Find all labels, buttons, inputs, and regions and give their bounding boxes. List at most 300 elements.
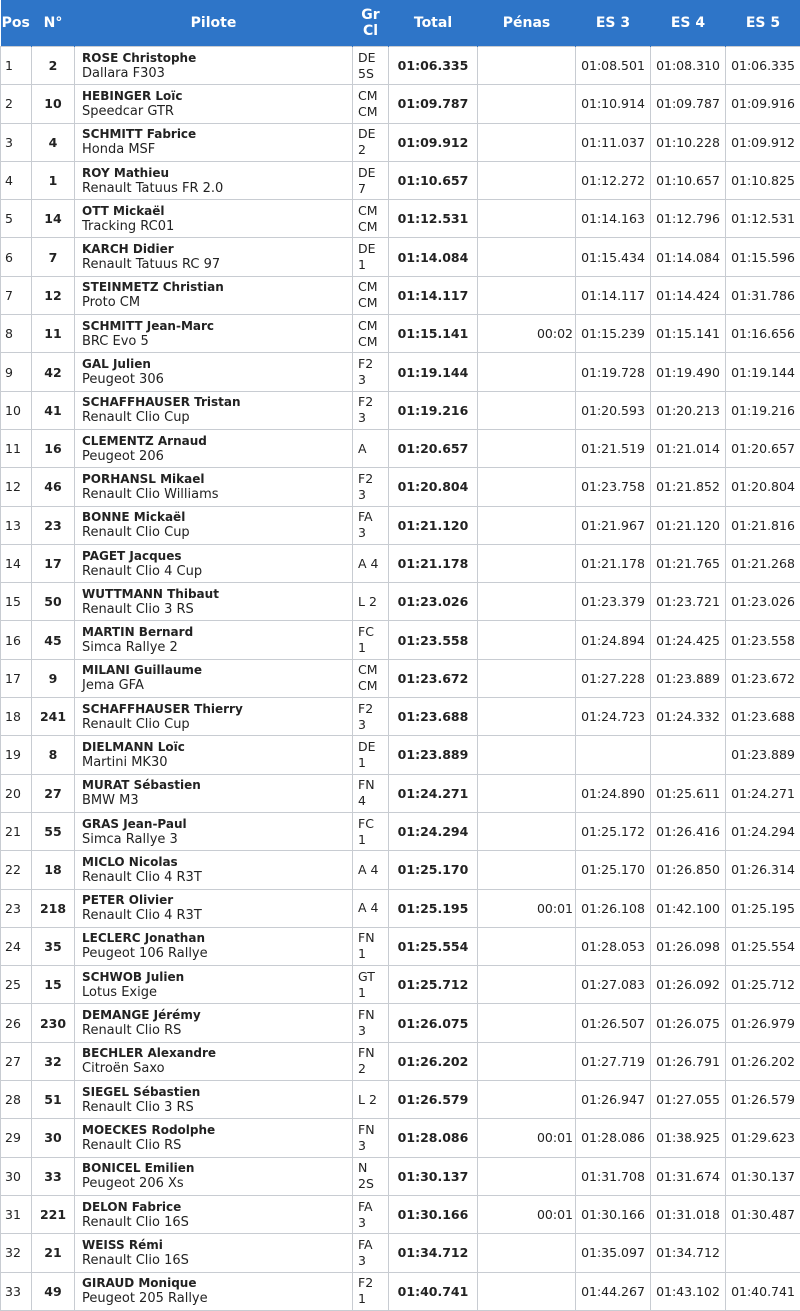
car-number-value: 241 bbox=[40, 709, 66, 724]
cell-group-class bbox=[353, 276, 389, 314]
group-value: F2 bbox=[358, 356, 373, 371]
cell-car-number bbox=[32, 774, 75, 812]
cell-pilote bbox=[75, 1195, 353, 1233]
cell-position bbox=[1, 1004, 32, 1042]
es3-time: 01:44.267 bbox=[581, 1284, 645, 1299]
table-row bbox=[1, 1157, 800, 1195]
cell-group-class bbox=[353, 123, 389, 161]
cell-position bbox=[1, 468, 32, 506]
es3-time: 01:27.719 bbox=[581, 1054, 645, 1069]
cell-es4 bbox=[651, 851, 726, 889]
car-number-value: 230 bbox=[40, 1016, 66, 1031]
cell-pilote bbox=[75, 774, 353, 812]
es3-time: 01:08.501 bbox=[581, 58, 645, 73]
total-time: 01:10.657 bbox=[398, 173, 469, 188]
car-model: Renault Clio Williams bbox=[82, 487, 352, 502]
cell-position bbox=[1, 812, 32, 850]
cell-penalty bbox=[478, 1119, 576, 1157]
cell-position bbox=[1, 698, 32, 736]
cell-penalty bbox=[478, 1081, 576, 1119]
cell-car-number bbox=[32, 812, 75, 850]
car-model: Speedcar GTR bbox=[82, 104, 352, 119]
cell-car-number bbox=[32, 161, 75, 199]
cell-es4 bbox=[651, 812, 726, 850]
cell-penalty bbox=[478, 85, 576, 123]
car-number-value: 49 bbox=[44, 1284, 61, 1299]
cell-car-number bbox=[32, 468, 75, 506]
es5-time: 01:23.672 bbox=[731, 671, 795, 686]
car-model: Martini MK30 bbox=[82, 755, 352, 770]
group-value: FN bbox=[358, 930, 375, 945]
driver-name: SCHAFFHAUSER Thierry bbox=[82, 702, 352, 717]
cell-es4 bbox=[651, 353, 726, 391]
es4-time: 01:15.141 bbox=[656, 326, 720, 341]
driver-name: GAL Julien bbox=[82, 357, 352, 372]
cell-car-number bbox=[32, 889, 75, 927]
total-time: 01:23.688 bbox=[398, 709, 469, 724]
car-model: Renault Clio 16S bbox=[82, 1253, 352, 1268]
cell-car-number bbox=[32, 583, 75, 621]
cell-penalty bbox=[478, 621, 576, 659]
group-value: F2 bbox=[358, 701, 373, 716]
cell-penalty bbox=[478, 659, 576, 697]
cell-es5 bbox=[726, 621, 800, 659]
es3-time: 01:35.097 bbox=[581, 1245, 645, 1260]
table-row bbox=[1, 1195, 800, 1233]
class-value: 2 bbox=[358, 1061, 366, 1076]
car-number-value: 33 bbox=[44, 1169, 61, 1184]
table-row bbox=[1, 1234, 800, 1272]
total-time: 01:23.889 bbox=[398, 747, 469, 762]
total-time: 01:25.712 bbox=[398, 977, 469, 992]
cell-pilote bbox=[75, 276, 353, 314]
cell-position bbox=[1, 1195, 32, 1233]
es4-time: 01:14.424 bbox=[656, 288, 720, 303]
position-value: 8 bbox=[5, 326, 13, 341]
cell-position bbox=[1, 1234, 32, 1272]
cell-pilote bbox=[75, 391, 353, 429]
cell-es5 bbox=[726, 391, 800, 429]
group-value: CM bbox=[358, 279, 378, 294]
cell-es5 bbox=[726, 85, 800, 123]
car-number-value: 42 bbox=[44, 365, 61, 380]
cell-pilote bbox=[75, 1157, 353, 1195]
class-value: CM bbox=[358, 295, 378, 310]
es5-time: 01:16.656 bbox=[731, 326, 795, 341]
cell-es3 bbox=[576, 161, 651, 199]
position-value: 22 bbox=[5, 862, 21, 877]
cell-es4 bbox=[651, 1234, 726, 1272]
class-value: 3 bbox=[358, 410, 366, 425]
driver-name: PAGET Jacques bbox=[82, 549, 352, 564]
header-row bbox=[1, 0, 800, 47]
es3-time: 01:26.947 bbox=[581, 1092, 645, 1107]
es4-time: 01:25.611 bbox=[656, 786, 720, 801]
cell-group-class bbox=[353, 736, 389, 774]
driver-name: SCHAFFHAUSER Tristan bbox=[82, 395, 352, 410]
position-value: 20 bbox=[5, 786, 21, 801]
driver-name: GRAS Jean-Paul bbox=[82, 817, 352, 832]
cell-es3 bbox=[576, 851, 651, 889]
es5-time: 01:23.026 bbox=[731, 594, 795, 609]
cell-position bbox=[1, 161, 32, 199]
cell-pilote bbox=[75, 736, 353, 774]
car-number-value: 218 bbox=[40, 901, 66, 916]
cell-es4 bbox=[651, 698, 726, 736]
driver-name: MARTIN Bernard bbox=[82, 625, 352, 640]
cell-penalty bbox=[478, 736, 576, 774]
cell-group-class bbox=[353, 812, 389, 850]
cell-total bbox=[389, 1119, 478, 1157]
car-number-value: 21 bbox=[44, 1245, 61, 1260]
cell-es5 bbox=[726, 659, 800, 697]
cell-es5 bbox=[726, 468, 800, 506]
es3-time: 01:21.178 bbox=[581, 556, 645, 571]
es5-time: 01:26.202 bbox=[731, 1054, 795, 1069]
penalty-value: 00:02 bbox=[537, 326, 573, 341]
cell-es5 bbox=[726, 1272, 800, 1310]
cell-es3 bbox=[576, 544, 651, 582]
position-value: 17 bbox=[5, 671, 21, 686]
group-value: CM bbox=[358, 662, 378, 677]
car-number-value: 51 bbox=[44, 1092, 61, 1107]
position-value: 6 bbox=[5, 250, 13, 265]
class-value: 7 bbox=[358, 181, 366, 196]
group-value: L 2 bbox=[358, 594, 377, 609]
cell-es3 bbox=[576, 1081, 651, 1119]
cell-total bbox=[389, 1042, 478, 1080]
cell-pilote bbox=[75, 583, 353, 621]
es3-time: 01:30.166 bbox=[581, 1207, 645, 1222]
driver-name: DELON Fabrice bbox=[82, 1200, 352, 1215]
class-value: 1 bbox=[358, 640, 366, 655]
cell-car-number bbox=[32, 544, 75, 582]
cell-penalty bbox=[478, 429, 576, 467]
car-number-value: 32 bbox=[44, 1054, 61, 1069]
car-number-value: 221 bbox=[40, 1207, 66, 1222]
cell-es4 bbox=[651, 736, 726, 774]
position-value: 13 bbox=[5, 518, 21, 533]
total-time: 01:21.178 bbox=[398, 556, 469, 571]
total-time: 01:23.672 bbox=[398, 671, 469, 686]
cell-es4 bbox=[651, 238, 726, 276]
table-row bbox=[1, 47, 800, 85]
es3-time: 01:27.228 bbox=[581, 671, 645, 686]
class-value: 1 bbox=[358, 257, 366, 272]
cell-pilote bbox=[75, 506, 353, 544]
cell-es5 bbox=[726, 812, 800, 850]
es4-time: 01:21.852 bbox=[656, 479, 720, 494]
cell-penalty bbox=[478, 966, 576, 1004]
cell-pilote bbox=[75, 353, 353, 391]
cell-group-class bbox=[353, 621, 389, 659]
cell-es4 bbox=[651, 621, 726, 659]
table-row bbox=[1, 85, 800, 123]
cell-position bbox=[1, 123, 32, 161]
cell-total bbox=[389, 621, 478, 659]
es4-time: 01:26.075 bbox=[656, 1016, 720, 1031]
es4-time: 01:12.796 bbox=[656, 211, 720, 226]
cell-group-class bbox=[353, 1195, 389, 1233]
driver-name: LECLERC Jonathan bbox=[82, 931, 352, 946]
cell-car-number bbox=[32, 698, 75, 736]
class-value: 1 bbox=[358, 1291, 366, 1306]
car-model: Simca Rallye 2 bbox=[82, 640, 352, 655]
position-value: 31 bbox=[5, 1207, 21, 1222]
driver-name: BONNE Mickaël bbox=[82, 510, 352, 525]
group-value: FN bbox=[358, 1122, 375, 1137]
cell-position bbox=[1, 1042, 32, 1080]
cell-penalty bbox=[478, 1004, 576, 1042]
cell-pilote bbox=[75, 621, 353, 659]
cell-es4 bbox=[651, 1119, 726, 1157]
class-value: CM bbox=[358, 334, 378, 349]
cell-penalty bbox=[478, 889, 576, 927]
es4-time: 01:26.850 bbox=[656, 862, 720, 877]
cell-total bbox=[389, 276, 478, 314]
position-value: 3 bbox=[5, 135, 13, 150]
cell-es4 bbox=[651, 85, 726, 123]
cell-es3 bbox=[576, 889, 651, 927]
cell-pilote bbox=[75, 1272, 353, 1310]
cell-penalty bbox=[478, 123, 576, 161]
es3-time: 01:25.172 bbox=[581, 824, 645, 839]
car-model: Proto CM bbox=[82, 295, 352, 310]
car-model: Renault Clio 4 R3T bbox=[82, 908, 352, 923]
cell-total bbox=[389, 1081, 478, 1119]
class-value: 3 bbox=[358, 487, 366, 502]
es3-time: 01:27.083 bbox=[581, 977, 645, 992]
cell-group-class bbox=[353, 1234, 389, 1272]
cell-pilote bbox=[75, 47, 353, 85]
cell-es5 bbox=[726, 1195, 800, 1233]
cell-es3 bbox=[576, 200, 651, 238]
cell-es5 bbox=[726, 276, 800, 314]
position-value: 1 bbox=[5, 58, 13, 73]
cell-position bbox=[1, 391, 32, 429]
car-model: Renault Clio 4 R3T bbox=[82, 870, 352, 885]
es5-time: 01:12.531 bbox=[731, 211, 795, 226]
table-row bbox=[1, 276, 800, 314]
cell-es4 bbox=[651, 391, 726, 429]
cell-es4 bbox=[651, 1004, 726, 1042]
cell-total bbox=[389, 889, 478, 927]
class-value: 3 bbox=[358, 372, 366, 387]
driver-name: DEMANGE Jérémy bbox=[82, 1008, 352, 1023]
cell-es3 bbox=[576, 812, 651, 850]
total-time: 01:25.170 bbox=[398, 862, 469, 877]
cell-group-class bbox=[353, 85, 389, 123]
cell-penalty bbox=[478, 276, 576, 314]
driver-name: GIRAUD Monique bbox=[82, 1276, 352, 1291]
cell-position bbox=[1, 238, 32, 276]
cell-car-number bbox=[32, 391, 75, 429]
cell-es5 bbox=[726, 1042, 800, 1080]
position-value: 9 bbox=[5, 365, 13, 380]
driver-name: MURAT Sébastien bbox=[82, 778, 352, 793]
es3-time: 01:21.967 bbox=[581, 518, 645, 533]
cell-pilote bbox=[75, 123, 353, 161]
position-value: 18 bbox=[5, 709, 21, 724]
position-value: 28 bbox=[5, 1092, 21, 1107]
class-value: 3 bbox=[358, 1253, 366, 1268]
cell-penalty bbox=[478, 1234, 576, 1272]
cell-total bbox=[389, 85, 478, 123]
driver-name: OTT Mickaël bbox=[82, 204, 352, 219]
es4-time: 01:23.721 bbox=[656, 594, 720, 609]
es3-time: 01:14.117 bbox=[581, 288, 645, 303]
cell-car-number bbox=[32, 1234, 75, 1272]
cell-es4 bbox=[651, 47, 726, 85]
driver-name: MICLO Nicolas bbox=[82, 855, 352, 870]
cell-pilote bbox=[75, 238, 353, 276]
cell-pilote bbox=[75, 200, 353, 238]
total-time: 01:09.787 bbox=[398, 96, 469, 111]
group-value: FA bbox=[358, 509, 373, 524]
cell-penalty bbox=[478, 315, 576, 353]
driver-name: SCHMITT Fabrice bbox=[82, 127, 352, 142]
car-model: Renault Clio 4 Cup bbox=[82, 564, 352, 579]
position-value: 5 bbox=[5, 211, 13, 226]
cell-es5 bbox=[726, 47, 800, 85]
driver-name: MOECKES Rodolphe bbox=[82, 1123, 352, 1138]
cell-penalty bbox=[478, 1042, 576, 1080]
group-value: L 2 bbox=[358, 1092, 377, 1107]
cell-pilote bbox=[75, 1004, 353, 1042]
cell-es5 bbox=[726, 1119, 800, 1157]
penalty-value: 00:01 bbox=[537, 901, 573, 916]
car-model: BMW M3 bbox=[82, 793, 352, 808]
es3-time: 01:31.708 bbox=[581, 1169, 645, 1184]
cell-total bbox=[389, 161, 478, 199]
position-value: 33 bbox=[5, 1284, 21, 1299]
driver-name: WEISS Rémi bbox=[82, 1238, 352, 1253]
cell-es4 bbox=[651, 1195, 726, 1233]
driver-name: SCHMITT Jean-Marc bbox=[82, 319, 352, 334]
total-time: 01:26.075 bbox=[398, 1016, 469, 1031]
driver-name: ROY Mathieu bbox=[82, 166, 352, 181]
es4-time: 01:10.228 bbox=[656, 135, 720, 150]
cell-total bbox=[389, 238, 478, 276]
es4-time: 01:42.100 bbox=[656, 901, 720, 916]
cell-es5 bbox=[726, 161, 800, 199]
driver-name: PORHANSL Mikael bbox=[82, 472, 352, 487]
position-value: 7 bbox=[5, 288, 13, 303]
cell-es5 bbox=[726, 353, 800, 391]
car-model: Peugeot 106 Rallye bbox=[82, 946, 352, 961]
cell-pilote bbox=[75, 1042, 353, 1080]
driver-name: DIELMANN Loïc bbox=[82, 740, 352, 755]
cell-position bbox=[1, 966, 32, 1004]
car-model: Lotus Exige bbox=[82, 985, 352, 1000]
cell-es3 bbox=[576, 736, 651, 774]
cell-position bbox=[1, 1272, 32, 1310]
car-number-value: 23 bbox=[44, 518, 61, 533]
cell-es4 bbox=[651, 315, 726, 353]
cell-car-number bbox=[32, 1119, 75, 1157]
position-value: 24 bbox=[5, 939, 21, 954]
es4-time: 01:34.712 bbox=[656, 1245, 720, 1260]
cell-penalty bbox=[478, 1157, 576, 1195]
total-time: 01:34.712 bbox=[398, 1245, 469, 1260]
cell-penalty bbox=[478, 47, 576, 85]
es4-time: 01:23.889 bbox=[656, 671, 720, 686]
car-model: Citroën Saxo bbox=[82, 1061, 352, 1076]
es5-time: 01:26.579 bbox=[731, 1092, 795, 1107]
es4-time: 01:10.657 bbox=[656, 173, 720, 188]
class-value: CM bbox=[358, 104, 378, 119]
cell-penalty bbox=[478, 353, 576, 391]
cell-total bbox=[389, 1272, 478, 1310]
group-value: DE bbox=[358, 126, 376, 141]
driver-name: BONICEL Emilien bbox=[82, 1161, 352, 1176]
car-number-value: 12 bbox=[44, 288, 61, 303]
driver-name: ROSE Christophe bbox=[82, 51, 352, 66]
cell-car-number bbox=[32, 851, 75, 889]
cell-group-class bbox=[353, 1119, 389, 1157]
cell-pilote bbox=[75, 1119, 353, 1157]
cell-es5 bbox=[726, 1234, 800, 1272]
cell-group-class bbox=[353, 698, 389, 736]
es5-time: 01:10.825 bbox=[731, 173, 795, 188]
cell-es3 bbox=[576, 506, 651, 544]
cell-total bbox=[389, 1004, 478, 1042]
table-row bbox=[1, 621, 800, 659]
cell-pilote bbox=[75, 927, 353, 965]
car-model: Renault Clio RS bbox=[82, 1023, 352, 1038]
car-model: Renault Clio RS bbox=[82, 1138, 352, 1153]
es5-time: 01:23.558 bbox=[731, 633, 795, 648]
cell-es3 bbox=[576, 1272, 651, 1310]
cell-penalty bbox=[478, 468, 576, 506]
cell-penalty bbox=[478, 200, 576, 238]
car-number-value: 16 bbox=[44, 441, 61, 456]
car-number-value: 14 bbox=[44, 211, 61, 226]
es3-time: 01:24.723 bbox=[581, 709, 645, 724]
cell-group-class bbox=[353, 966, 389, 1004]
cell-penalty bbox=[478, 583, 576, 621]
cell-car-number bbox=[32, 238, 75, 276]
es4-time: 01:08.310 bbox=[656, 58, 720, 73]
cell-penalty bbox=[478, 544, 576, 582]
total-time: 01:14.084 bbox=[398, 250, 469, 265]
es3-time: 01:24.890 bbox=[581, 786, 645, 801]
car-number-value: 4 bbox=[49, 135, 58, 150]
total-time: 01:15.141 bbox=[398, 326, 469, 341]
es4-time: 01:26.092 bbox=[656, 977, 720, 992]
cell-pilote bbox=[75, 851, 353, 889]
cell-es3 bbox=[576, 1157, 651, 1195]
cell-es3 bbox=[576, 85, 651, 123]
car-model: Renault Tatuus RC 97 bbox=[82, 257, 352, 272]
cell-es3 bbox=[576, 429, 651, 467]
car-model: BRC Evo 5 bbox=[82, 334, 352, 349]
cell-position bbox=[1, 736, 32, 774]
car-number-value: 2 bbox=[49, 58, 58, 73]
penalty-value: 00:01 bbox=[537, 1130, 573, 1145]
cell-es5 bbox=[726, 698, 800, 736]
position-value: 26 bbox=[5, 1016, 21, 1031]
cell-es3 bbox=[576, 123, 651, 161]
group-value: F2 bbox=[358, 1275, 373, 1290]
table-row bbox=[1, 927, 800, 965]
header-total: Total bbox=[389, 0, 478, 47]
cell-penalty bbox=[478, 851, 576, 889]
total-time: 01:09.912 bbox=[398, 135, 469, 150]
table-row bbox=[1, 1081, 800, 1119]
total-time: 01:28.086 bbox=[398, 1130, 469, 1145]
cell-total bbox=[389, 927, 478, 965]
